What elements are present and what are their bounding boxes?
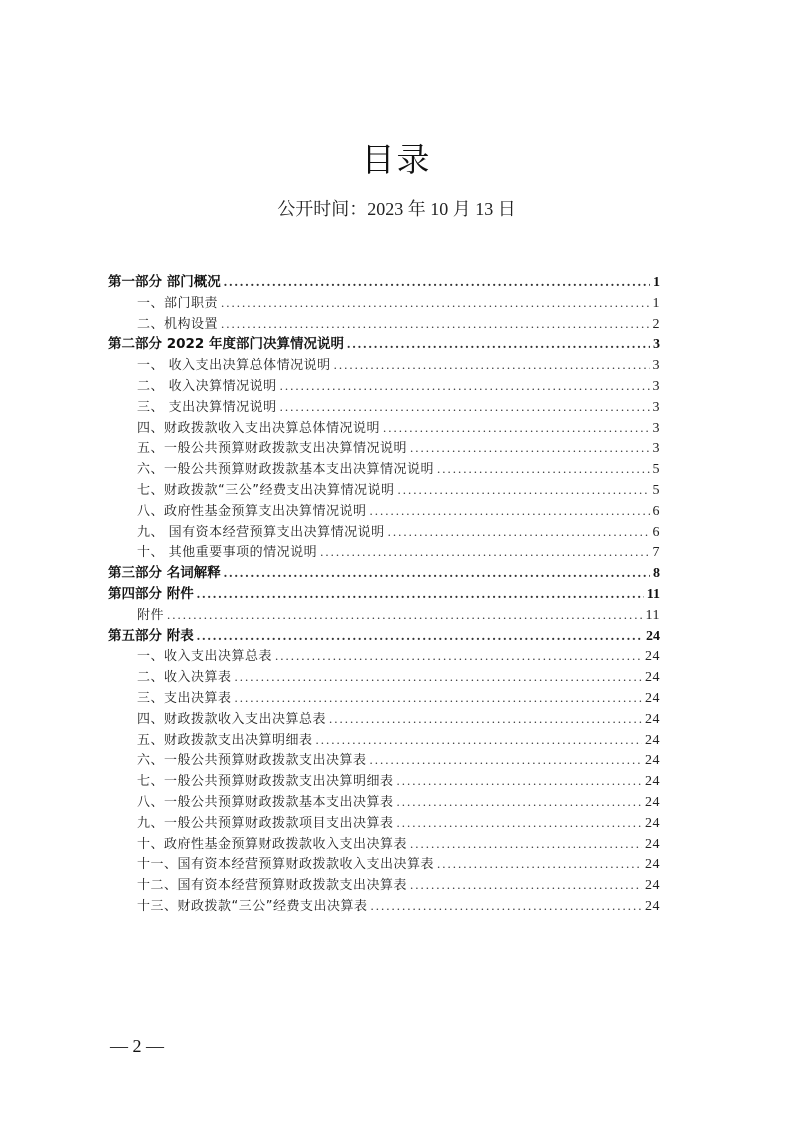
toc-entry-label: 一、 收入支出决算总体情况说明 (137, 358, 331, 374)
toc-entry-page: 24 (645, 774, 660, 790)
toc-entry-page: 6 (652, 524, 660, 540)
toc-dot-leader (235, 667, 642, 688)
toc-entry-page: 24 (645, 794, 660, 810)
toc-subsection-entry[interactable] (108, 792, 660, 813)
toc-dot-leader (383, 418, 649, 439)
toc-entry-page: 1 (653, 275, 660, 290)
toc-subsection-entry[interactable] (108, 771, 660, 792)
publish-time: 公开时间：2023 年 10 月 13 日 (277, 199, 516, 219)
toc-dot-leader (388, 522, 650, 543)
toc-entry-page: 3 (652, 441, 660, 457)
toc-entry-label: 八、政府性基金预算支出决算情况说明 (137, 503, 367, 519)
toc-entry-page: 5 (652, 482, 660, 498)
toc-entry-label: 一、收入支出决算总表 (137, 649, 273, 665)
toc-entry-label: 第三部分 名词解释 (108, 565, 221, 582)
toc-entry-page: 3 (652, 420, 660, 436)
toc-entry-label: 第二部分 2022 年度部门决算情况说明 (108, 336, 344, 353)
toc-entry-page: 24 (645, 670, 660, 686)
toc-subsection-entry[interactable] (108, 376, 660, 397)
toc-entry-page: 3 (652, 378, 660, 394)
toc-section-entry[interactable] (108, 584, 660, 605)
toc-entry-page: 24 (645, 857, 660, 873)
toc-entry-page: 24 (646, 628, 660, 644)
toc-entry-page: 24 (645, 753, 660, 769)
toc-entry-label: 五、财政拨款支出决算明细表 (137, 732, 313, 748)
toc-entry-label: 十、政府性基金预算财政拨款收入支出决算表 (137, 836, 408, 852)
toc-subsection-entry[interactable] (108, 355, 660, 376)
toc-entry-label: 三、 支出决算情况说明 (137, 399, 277, 415)
toc-entry-label: 七、一般公共预算财政拨款支出决算明细表 (137, 774, 394, 790)
toc-entry-label: 十一、国有资本经营预算财政拨款收入支出决算表 (137, 857, 435, 873)
toc-dot-leader (221, 314, 649, 335)
toc-dot-leader (397, 792, 642, 813)
toc-subsection-entry[interactable] (108, 709, 660, 730)
toc-dot-leader (370, 501, 650, 522)
toc-dot-leader (329, 709, 642, 730)
toc-subsection-entry[interactable] (108, 397, 660, 418)
toc-entry-page: 11 (646, 586, 660, 602)
toc-dot-leader (437, 459, 649, 480)
toc-entry-label: 附件 (137, 607, 165, 623)
toc-section-entry[interactable] (108, 563, 660, 584)
toc-entry-label: 十二、国有资本经营预算财政拨款支出决算表 (137, 878, 408, 894)
toc-subsection-entry[interactable] (108, 293, 660, 314)
toc-entry-page: 5 (652, 462, 660, 478)
toc-subsection-entry[interactable] (108, 418, 660, 439)
toc-dot-leader (370, 750, 642, 771)
toc-subsection-entry[interactable] (108, 646, 660, 667)
toc-entry-label: 二、机构设置 (137, 316, 219, 332)
toc-dot-leader (397, 480, 649, 501)
toc-entry-label: 二、 收入决算情况说明 (137, 378, 277, 394)
toc-entry-label: 二、收入决算表 (137, 670, 232, 686)
toc-subsection-entry[interactable] (108, 542, 660, 563)
toc-subsection-entry[interactable] (108, 750, 660, 771)
toc-entry-page: 24 (645, 732, 660, 748)
toc-entry-page: 11 (645, 607, 660, 623)
toc-entry-page: 24 (645, 836, 660, 852)
toc-entry-label: 十、 其他重要事项的情况说明 (137, 545, 318, 561)
toc-subsection-entry[interactable] (108, 522, 660, 543)
toc-dot-leader (167, 605, 643, 626)
toc-entry-label: 三、支出决算表 (137, 690, 232, 706)
toc-dot-leader (224, 563, 650, 584)
toc-dot-leader (221, 293, 649, 314)
toc-entry-label: 八、一般公共预算财政拨款基本支出决算表 (137, 794, 394, 810)
toc-entry-label: 六、一般公共预算财政拨款支出决算表 (137, 753, 367, 769)
toc-entry-page: 7 (652, 545, 660, 561)
toc-entry-page: 3 (653, 337, 660, 353)
toc-entry-page: 24 (645, 898, 660, 914)
toc-dot-leader (197, 584, 644, 605)
toc-subsection-entry[interactable] (108, 480, 660, 501)
toc-entry-page: 3 (652, 399, 660, 415)
toc-entry-label: 四、财政拨款收入支出决算总体情况说明 (137, 420, 381, 436)
toc-dot-leader (197, 626, 643, 647)
toc-section-entry[interactable] (108, 334, 660, 355)
toc-dot-leader (410, 834, 642, 855)
toc-dot-leader (334, 355, 650, 376)
toc-dot-leader (437, 854, 642, 875)
toc-entry-label: 五、一般公共预算财政拨款支出决算情况说明 (137, 441, 408, 457)
toc-section-entry[interactable] (108, 626, 660, 647)
toc-subsection-entry[interactable] (108, 501, 660, 522)
toc-dot-leader (235, 688, 642, 709)
table-of-contents (108, 272, 660, 917)
toc-subsection-entry[interactable] (108, 688, 660, 709)
toc-subsection-entry[interactable] (108, 854, 660, 875)
page-number: — 2 — (110, 1036, 164, 1056)
toc-subsection-entry[interactable] (108, 438, 660, 459)
toc-dot-leader (275, 646, 642, 667)
toc-entry-label: 第一部分 部门概况 (108, 274, 221, 290)
toc-dot-leader (280, 376, 650, 397)
toc-entry-page: 3 (652, 358, 660, 374)
toc-dot-leader (316, 730, 642, 751)
toc-entry-label: 第五部分 附表 (108, 627, 194, 644)
toc-section-entry[interactable] (108, 272, 660, 293)
toc-entry-label: 第四部分 附件 (108, 585, 194, 602)
toc-entry-label: 一、部门职责 (137, 295, 219, 311)
toc-dot-leader (224, 272, 650, 293)
toc-entry-label: 六、一般公共预算财政拨款基本支出决算情况说明 (137, 462, 435, 478)
toc-entry-page: 24 (645, 690, 660, 706)
toc-entry-label: 十三、财政拨款“三公”经费支出决算表 (137, 898, 368, 914)
toc-dot-leader (280, 397, 650, 418)
toc-dot-leader (410, 438, 649, 459)
document-title: 目录 (361, 140, 432, 179)
toc-subsection-entry[interactable] (108, 459, 660, 480)
toc-dot-leader (320, 542, 649, 563)
toc-subsection-entry[interactable] (108, 730, 660, 751)
toc-entry-page: 6 (652, 503, 660, 519)
toc-entry-page: 8 (653, 566, 660, 582)
toc-entry-label: 九、 国有资本经营预算支出决算情况说明 (137, 524, 385, 540)
toc-subsection-entry[interactable] (108, 875, 660, 896)
toc-entry-page: 2 (652, 316, 660, 332)
toc-entry-label: 九、一般公共预算财政拨款项目支出决算表 (137, 815, 394, 831)
toc-entry-page: 24 (645, 815, 660, 831)
toc-dot-leader (410, 875, 642, 896)
toc-subsection-entry[interactable] (108, 605, 660, 626)
toc-entry-page: 24 (645, 878, 660, 894)
toc-subsection-entry[interactable] (108, 896, 660, 917)
toc-entry-page: 1 (652, 295, 660, 311)
toc-entry-page: 24 (645, 649, 660, 665)
toc-entry-page: 24 (645, 711, 660, 727)
toc-subsection-entry[interactable] (108, 834, 660, 855)
toc-subsection-entry[interactable] (108, 314, 660, 335)
toc-dot-leader (397, 771, 642, 792)
toc-dot-leader (397, 813, 642, 834)
toc-entry-label: 四、财政拨款收入支出决算总表 (137, 711, 327, 727)
toc-subsection-entry[interactable] (108, 667, 660, 688)
toc-dot-leader (370, 896, 642, 917)
toc-entry-label: 七、财政拨款“三公”经费支出决算情况说明 (137, 482, 395, 498)
toc-subsection-entry[interactable] (108, 813, 660, 834)
toc-dot-leader (347, 334, 650, 355)
